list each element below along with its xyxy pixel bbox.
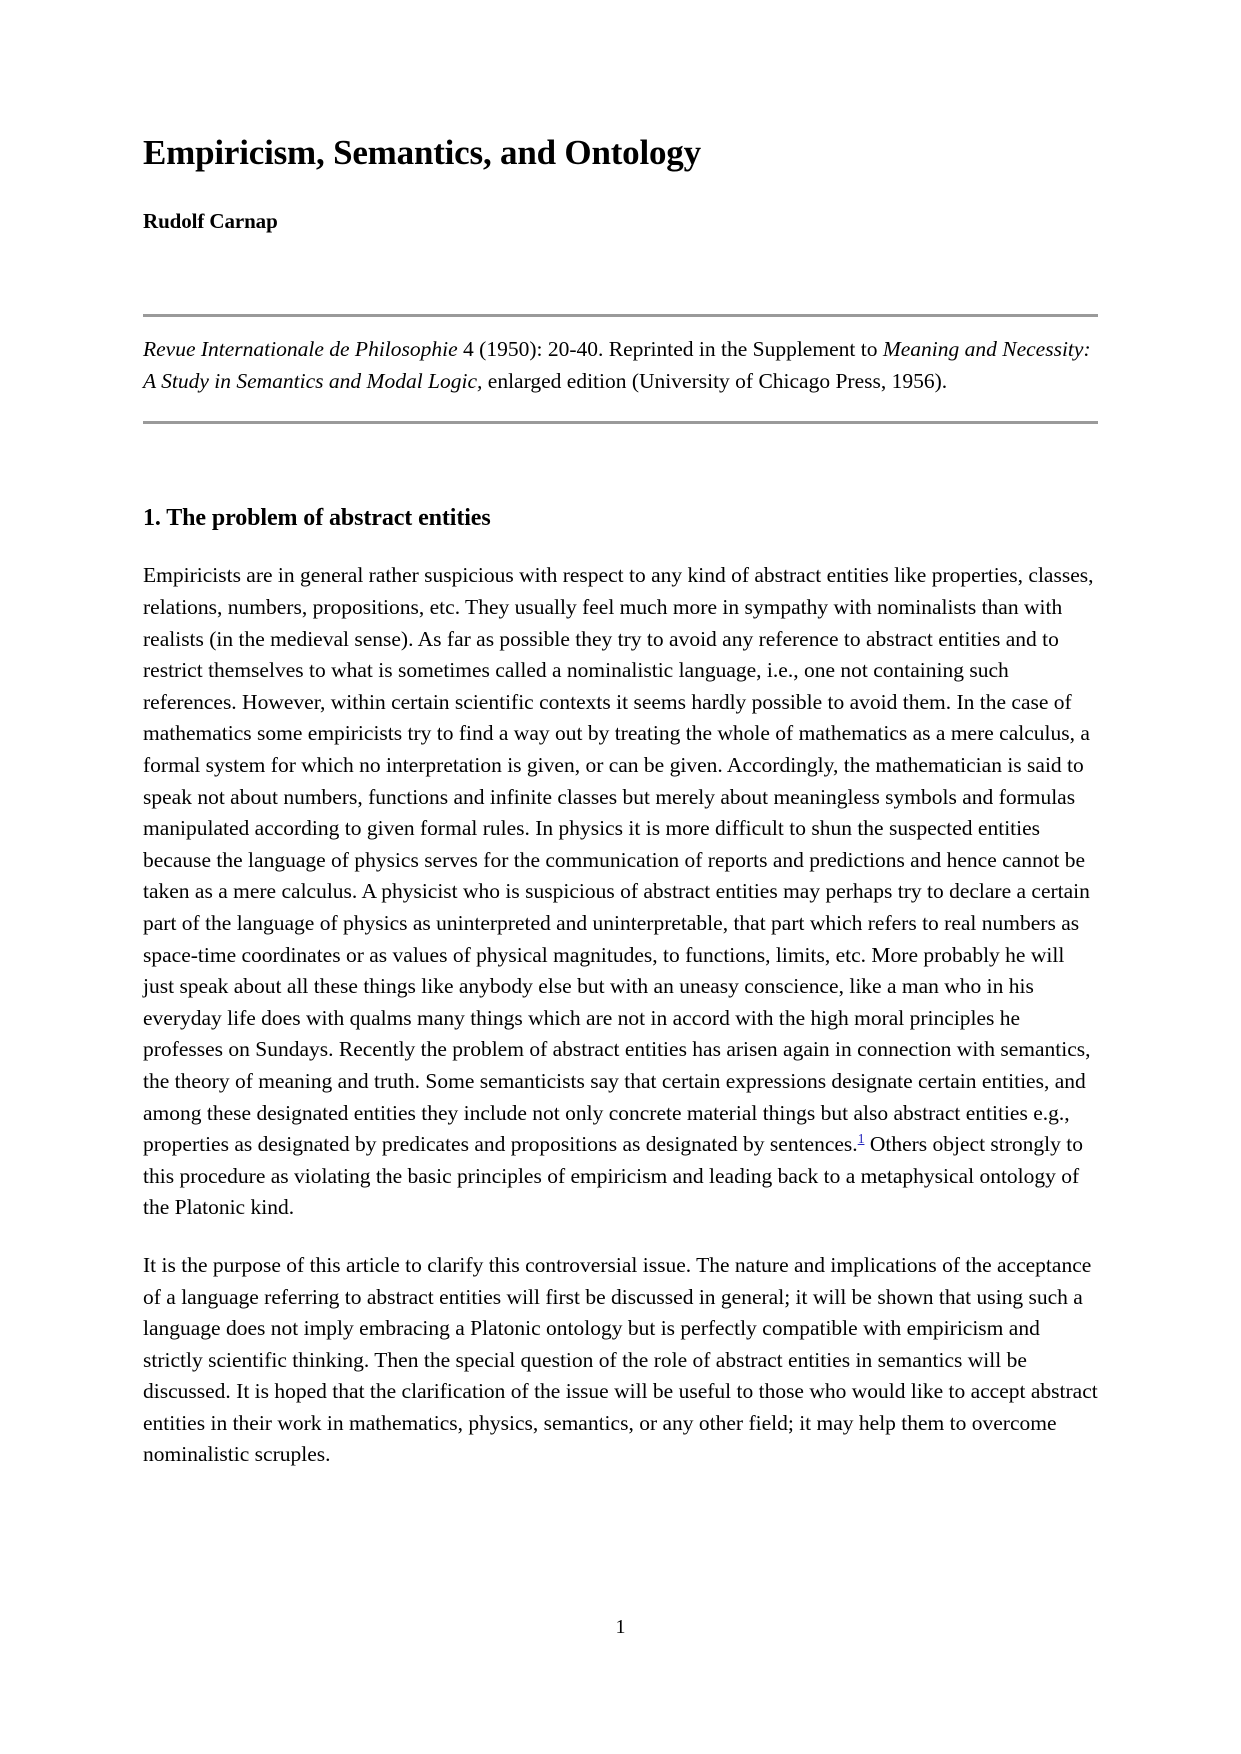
paragraph-1-text-after-footnote: Others object strongly to this procedure as violating the basic principles of empiricism and leading back to a metaphysical ontology of the Platonic kind. — [143, 1132, 1083, 1220]
citation-book-details: enlarged edition (University of Chicago Press, 1956). — [482, 368, 948, 393]
paragraph-1 — [143, 532, 1098, 1223]
page-number: 1 — [615, 1616, 626, 1638]
author-name: Rudolf Carnap — [143, 209, 278, 234]
paragraph-1-text-before-footnote: Empiricists are in general rather suspicious with respect to any kind of abstract entities like properties, classes, relations, numbers, propositions, etc. They usually feel much more in sympathy with nominalists than with realists (in the medieval sense). As far as possible they try to avoid any reference to abstract entities and to restrict themselves to what is sometimes called a nominalistic language, i.e., one not containing such references. However, within certain scientific contexts it seems hardly possible to avoid them. In the case of mathematics some empiricists try to find a way out by treating the whole of mathematics as a mere calculus, a formal system for which no interpretation is given, or can be given. Accordingly, the mathematician is said to speak not about numbers, functions and infinite classes but merely about meaningless symbols and formulas manipulated according to given formal rules. In physics it is more difficult to shun the suspected entities because the language of physics serves for the communication of reports and predictions and hence cannot be taken as a mere calculus. A physicist who is suspicious of abstract entities may perhaps try to declare a certain part of the language of physics as uninterpreted and uninterpretable, that part which refers to real numbers as space-time coordinates or as values of physical magnitudes, to functions, limits, etc. More probably he will just speak about all these things like anybody else but with an uneasy conscience, like a man who in his everyday life does with qualms many things which are not in accord with the high moral principles he professes on Sundays. Recently the problem of abstract entities has arisen again in connection with semantics, the theory of meaning and truth. Some semanticists say that certain expressions designate certain entities, and among these designated entities they include not only concrete material things but also abstract entities e.g., properties as designated by predicates and propositions as designated by sentences. — [143, 563, 1094, 1157]
citation-block — [143, 317, 1098, 397]
page-title: Empiricism, Semantics, and Ontology — [143, 133, 701, 172]
paragraph-2: It is the purpose of this article to clarify this controversial issue. The nature and implications of the acceptance of a language referring to abstract entities will first be discussed in general; it will be shown that using such a language does not imply embracing a Platonic ontology but is perfectly compatible with empiricism and strictly scientific thinking. Then the special question of the role of abstract entities in semantics will be discussed. It is hoped that the clarification of the issue will be useful to those who would like to accept abstract entities in their work in mathematics, physics, semantics, or any other field; it may help them to overcome nominalistic scruples. — [143, 1252, 1098, 1467]
citation-journal-title: Revue Internationale de Philosophie — [143, 337, 458, 362]
section-heading-1: 1. The problem of abstract entities — [143, 505, 491, 532]
document-content — [143, 0, 1098, 1471]
footnote-reference-link[interactable]: 1 — [857, 1130, 865, 1146]
citation-book-title: Meaning and Necessity: A Study in Semantics and Modal Logic, — [143, 337, 1091, 393]
citation-journal-details: 4 (1950): 20-40. Reprinted in the Supplement to — [457, 337, 883, 362]
